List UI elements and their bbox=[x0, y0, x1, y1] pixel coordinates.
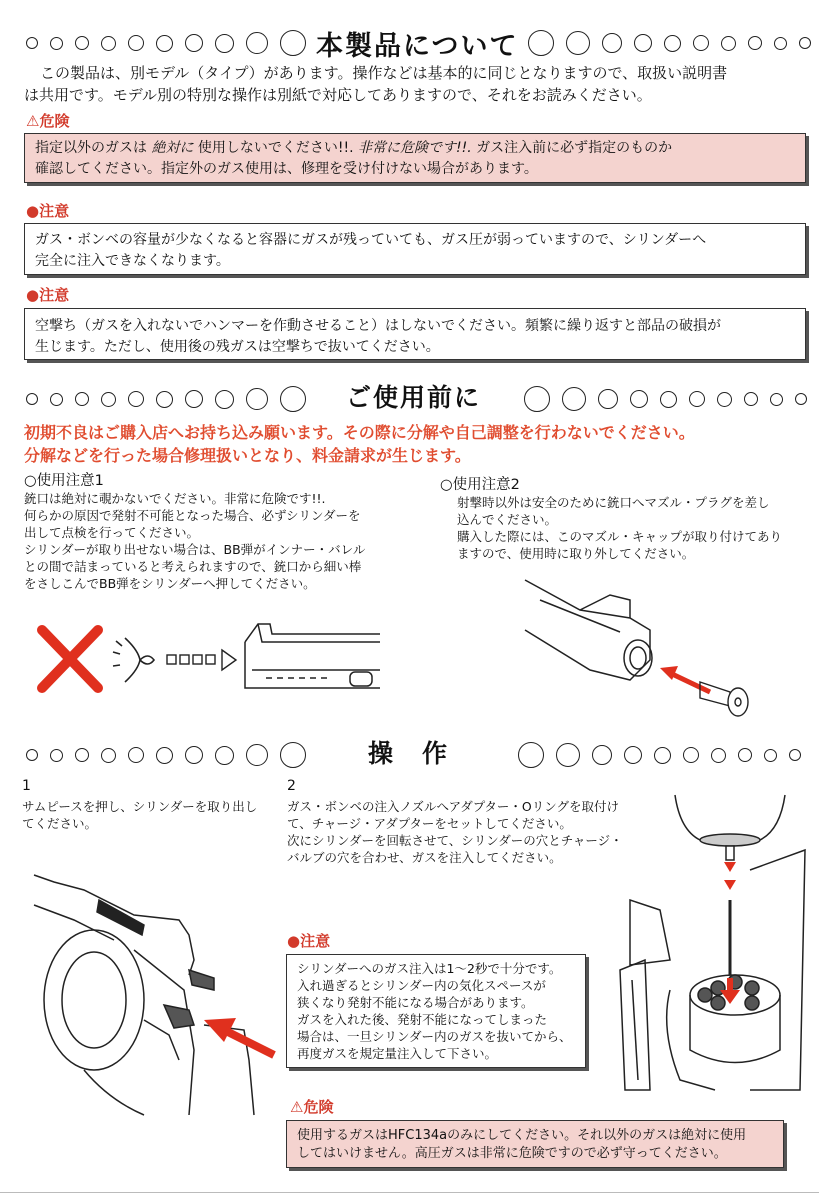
thumbpiece-arrow-icon bbox=[204, 1018, 274, 1055]
section-title-about: 本製品について bbox=[316, 31, 519, 62]
decorative-circle bbox=[128, 391, 144, 407]
decorative-circle bbox=[101, 392, 116, 407]
decorative-circle bbox=[101, 748, 116, 763]
caution-3-line-5: 場合は、一旦シリンダー内のガスを抜いてから、 bbox=[297, 1029, 572, 1044]
dotted-arrow-icon bbox=[167, 650, 236, 670]
decorative-circle bbox=[689, 391, 705, 407]
note-1-line-3: 出して点検を行ってください。 bbox=[24, 525, 200, 540]
caution-2-line-2: 生じます。ただし、使用後の残ガスは空撃ちで抜いてください。 bbox=[35, 339, 440, 355]
decorative-circle bbox=[246, 388, 268, 410]
caution-box-3 bbox=[286, 954, 586, 1068]
danger-1-text-d: 非常に危険です!!. bbox=[358, 140, 472, 156]
decorative-circle bbox=[215, 746, 234, 765]
decorative-circle bbox=[280, 742, 306, 768]
decorative-circle bbox=[744, 392, 758, 406]
decorative-circle bbox=[693, 35, 709, 51]
note-1-line-5: との間で詰まっていると考えられますので、銃口から細い棒 bbox=[24, 559, 362, 574]
gas-charging-illustration bbox=[600, 790, 810, 1100]
decorative-circle bbox=[717, 392, 732, 407]
decorative-circle bbox=[630, 390, 648, 408]
intro-line-2: は共用です。モデル別の特別な操作は別紙で対応してありますので、それをお読みください。 bbox=[24, 86, 652, 104]
muzzle-plug-drawing bbox=[700, 682, 748, 716]
caution-label-1: ●注意 bbox=[26, 202, 70, 220]
decorative-circle bbox=[770, 393, 783, 406]
caution-label-2: ●注意 bbox=[26, 286, 70, 304]
danger-label-1: ⚠危険 bbox=[26, 112, 70, 130]
caution-1-line-1: ガス・ボンベの容量が少なくなると容器にガスが残っていても、ガス圧が弱っていますので、シリンダーへ bbox=[35, 232, 707, 248]
decorative-circle bbox=[185, 746, 203, 764]
decorative-circle bbox=[50, 749, 63, 762]
step-1-line-1: サムピースを押し、シリンダーを取り出し bbox=[22, 799, 258, 814]
header-before-use bbox=[0, 382, 819, 416]
header-operation bbox=[0, 738, 819, 772]
danger-1-text-a: 指定以外のガスは bbox=[35, 140, 147, 156]
decorative-circle bbox=[185, 390, 203, 408]
decorative-circle bbox=[683, 747, 699, 763]
decorative-circle bbox=[799, 37, 811, 49]
decorative-circle bbox=[50, 37, 63, 50]
note-2-line-2: 込んでください。 bbox=[457, 512, 558, 527]
decorative-circle bbox=[660, 391, 677, 408]
decorative-circle bbox=[128, 747, 144, 763]
do-not-look-illustration bbox=[30, 610, 390, 710]
decorative-circle bbox=[156, 747, 173, 764]
caution-label-3: ●注意 bbox=[287, 932, 331, 950]
decorative-circle bbox=[562, 387, 586, 411]
decorative-circle bbox=[592, 745, 612, 765]
decorative-circle bbox=[26, 37, 38, 49]
caution-3-line-2: 入れ過ぎるとシリンダー内の気化スペースが bbox=[297, 978, 546, 993]
decorative-circle bbox=[101, 36, 116, 51]
decorative-circle bbox=[50, 393, 63, 406]
before-use-line-1: 初期不良はご購入店へお持ち込み願います。その際に分解や自己調整を行わないでください。 bbox=[24, 423, 695, 442]
decorative-circle bbox=[26, 393, 38, 405]
before-use-line-2: 分解などを行った場合修理扱いとなり、料金請求が生じます。 bbox=[24, 446, 471, 465]
danger-2-line-1: 使用するガスはHFC134aのみにしてください。それ以外のガスは絶対に使用 bbox=[297, 1128, 747, 1143]
caution-3-line-1: シリンダーへのガス注入は1～2秒で十分です。 bbox=[297, 961, 562, 976]
decorative-circle bbox=[75, 36, 89, 50]
caution-box-1 bbox=[24, 223, 806, 275]
note-1-line-2: 何らかの原因で発射不可能となった場合、必ずシリンダーを bbox=[24, 508, 361, 523]
note-2-title: ○使用注意2 bbox=[440, 477, 520, 493]
note-1-line-4: シリンダーが取り出せない場合は、BB弾がインナー・バレル bbox=[24, 542, 366, 557]
step-2-number: 2 bbox=[287, 778, 296, 794]
decorative-circle bbox=[795, 393, 807, 405]
note-2-line-1: 射撃時以外は安全のために銃口へマズル・プラグを差し bbox=[457, 495, 770, 510]
caution-box-2 bbox=[24, 308, 806, 360]
danger-2-line-2: してはいけません。高圧ガスは非常に危険ですので必ず守ってください。 bbox=[297, 1146, 727, 1161]
danger-box-1 bbox=[24, 133, 806, 183]
decorative-circle bbox=[156, 391, 173, 408]
decorative-circle bbox=[738, 748, 752, 762]
pistol-muzzle-drawing bbox=[245, 624, 380, 688]
bottom-rule bbox=[0, 1192, 819, 1193]
decorative-circle bbox=[634, 34, 652, 52]
eye-icon bbox=[113, 638, 154, 682]
header-about bbox=[0, 26, 819, 60]
insert-arrow-icon bbox=[660, 666, 710, 692]
decorative-circle bbox=[711, 748, 726, 763]
note-1-line-1: 銃口は絶対に覗かないでください。非常に危険です!!. bbox=[24, 491, 326, 506]
decorative-circle bbox=[654, 747, 671, 764]
decorative-circle bbox=[156, 35, 173, 52]
note-1-line-6: をさしこんでBB弾をシリンダーへ押してください。 bbox=[24, 576, 316, 591]
decorative-circle bbox=[764, 749, 777, 762]
section-title-before-use: ご使用前に bbox=[346, 383, 482, 412]
note-2-line-3: 購入した際には、このマズル・キャップが取り付けてあり bbox=[457, 529, 783, 544]
step-1-line-2: てください。 bbox=[22, 816, 98, 831]
decorative-circle bbox=[246, 32, 268, 54]
note-1-title: ○使用注意1 bbox=[24, 473, 104, 489]
step-2-line-2: て、チャージ・アダプターをセットしてください。 bbox=[287, 816, 572, 831]
step-2-line-4: バルブの穴を合わせ、ガスを注入してください。 bbox=[287, 850, 562, 865]
caution-3-line-6: 再度ガスを規定量注入して下さい。 bbox=[297, 1046, 498, 1061]
note-2-line-4: ますので、使用時に取り外してください。 bbox=[457, 546, 695, 561]
revolver-thumbpiece-illustration bbox=[14, 860, 274, 1120]
decorative-circle bbox=[215, 390, 234, 409]
danger-box-2 bbox=[286, 1120, 784, 1168]
muzzle-plug-illustration bbox=[520, 570, 780, 730]
decorative-circle bbox=[518, 742, 544, 768]
danger-1-line-1 bbox=[35, 139, 672, 158]
decorative-circle bbox=[748, 36, 762, 50]
decorative-circle bbox=[602, 33, 622, 53]
prohibited-x-icon bbox=[42, 630, 98, 688]
decorative-circle bbox=[721, 36, 736, 51]
step-1-number: 1 bbox=[22, 778, 31, 794]
decorative-circle bbox=[566, 31, 590, 55]
danger-1-text-b: 絶対に bbox=[151, 140, 194, 156]
decorative-circle bbox=[246, 744, 268, 766]
decorative-circle bbox=[26, 749, 38, 761]
decorative-circle bbox=[280, 30, 306, 56]
decorative-circle bbox=[556, 743, 580, 767]
danger-label-2: ⚠危険 bbox=[290, 1098, 334, 1116]
decorative-circle bbox=[524, 386, 550, 412]
decorative-circle bbox=[664, 35, 681, 52]
intro-line-1: この製品は、別モデル（タイプ）があります。操作などは基本的に同じとなりますので、取扱い説明書 bbox=[40, 64, 728, 82]
caution-3-line-4: ガスを入れた後、発射不能になってしまった bbox=[297, 1012, 548, 1027]
decorative-circle bbox=[789, 749, 801, 761]
section-title-operation: 操 作 bbox=[368, 739, 450, 768]
step-2-line-3: 次にシリンダーを回転させて、シリンダーの穴とチャージ・ bbox=[287, 833, 623, 848]
decorative-circle bbox=[185, 34, 203, 52]
caution-2-line-1: 空撃ち（ガスを入れないでハンマーを作動させること）はしないでください。頻繁に繰り返すと部品の破損が bbox=[35, 318, 721, 334]
decorative-circle bbox=[75, 748, 89, 762]
decorative-circle bbox=[598, 389, 618, 409]
decorative-circle bbox=[215, 34, 234, 53]
danger-1-line-2: 確認してください。指定外のガス使用は、修理を受け付けない場合があります。 bbox=[35, 161, 538, 177]
step-2-line-1: ガス・ボンベの注入ノズルへアダプター・Oリングを取付け bbox=[287, 799, 619, 814]
caution-3-line-3: 狭くなり発射不能になる場合があります。 bbox=[297, 995, 534, 1010]
decorative-circle bbox=[624, 746, 642, 764]
decorative-circle bbox=[280, 386, 306, 412]
caution-1-line-2: 完全に注入できなくなります。 bbox=[35, 253, 230, 269]
decorative-circle bbox=[75, 392, 89, 406]
danger-1-text-e: ガス注入前に必ず指定のものか bbox=[476, 140, 673, 156]
decorative-circle bbox=[128, 35, 144, 51]
decorative-circle bbox=[528, 30, 554, 56]
danger-1-text-c: 使用しないでください!!. bbox=[197, 140, 354, 156]
decorative-circle bbox=[774, 37, 787, 50]
